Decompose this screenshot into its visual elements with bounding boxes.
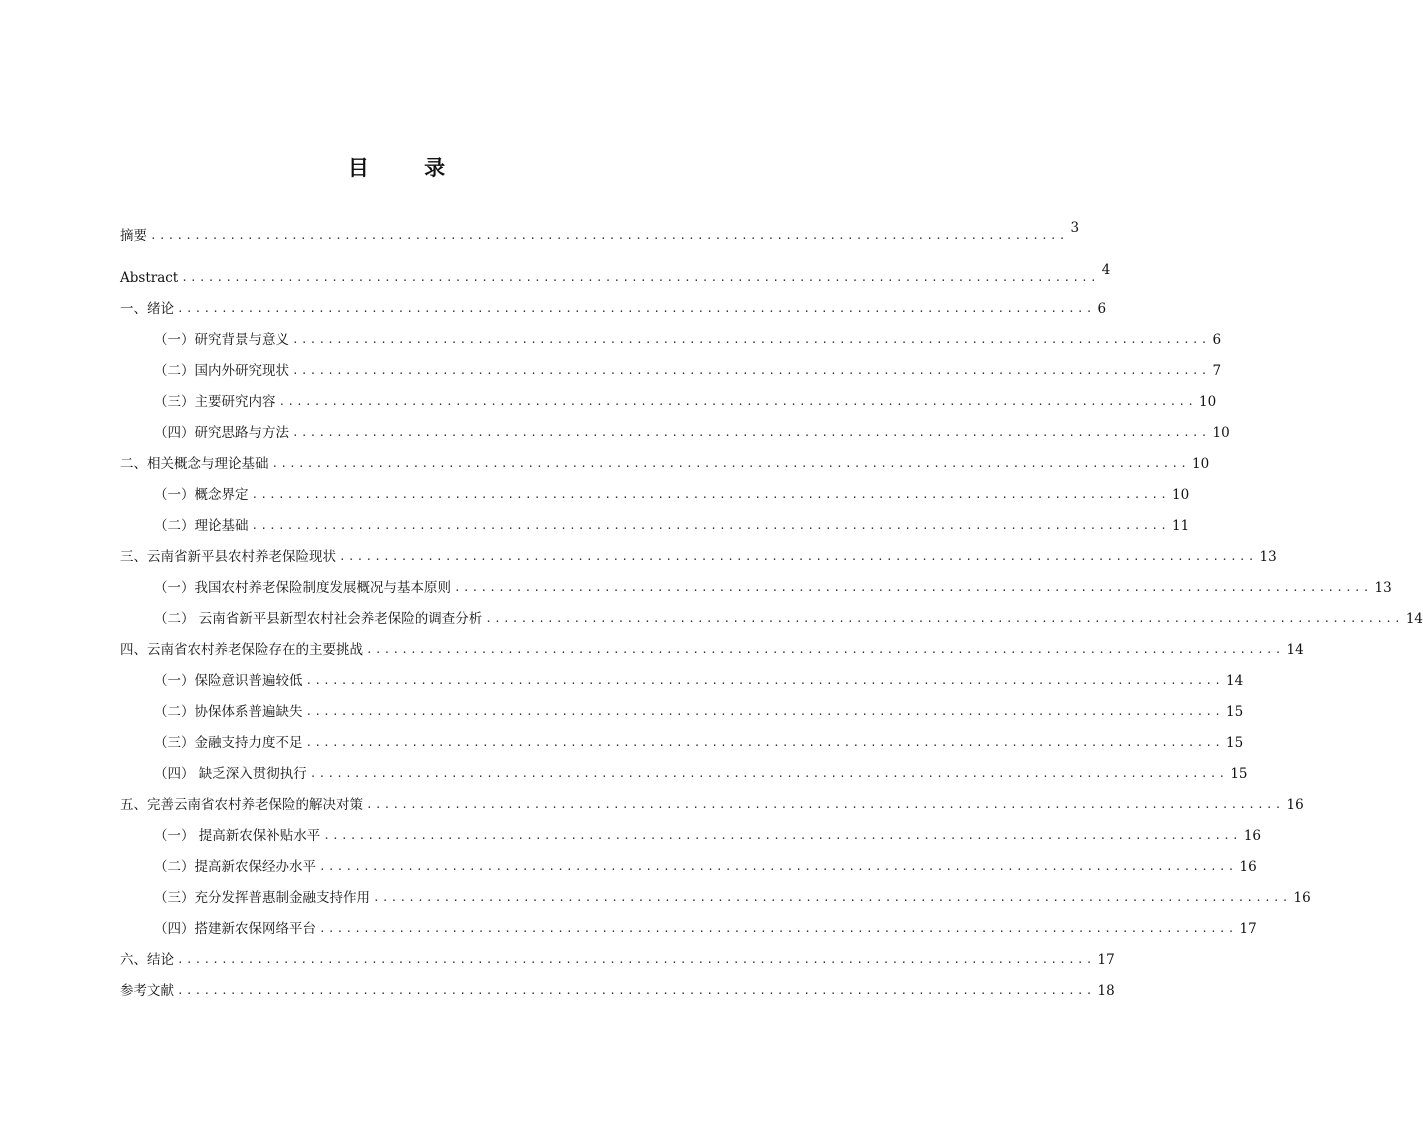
toc-entry-page: 17 [1097,952,1115,968]
toc-entry-label: （二） 云南省新平县新型农村社会养老保险的调查分析 [154,611,483,627]
dot-leader: ........................................................................................................ [305,736,1224,749]
toc-entry[interactable] [154,360,1222,382]
toc-entry-label: （四） 缺乏深入贯彻执行 [154,766,307,782]
toc-entry[interactable] [154,887,1311,909]
dot-leader: ........................................................................................................ [251,519,1170,532]
toc-entry-page: 15 [1230,766,1248,782]
toc-entry[interactable] [154,918,1257,940]
toc-entry-label: （一）我国农村养老保险制度发展概况与基本原则 [154,580,451,596]
toc-entry-label: 摘要 [120,228,147,244]
toc-entry[interactable] [120,639,1304,661]
toc-entry-label: （三）主要研究内容 [154,394,276,410]
toc-entry[interactable] [154,763,1248,785]
toc-entry-label: （四）搭建新农保网络平台 [154,921,316,937]
toc-entry[interactable] [120,220,1080,247]
dot-leader: ........................................................................................................ [319,922,1237,935]
toc-entry-page: 18 [1097,983,1115,999]
page-title: 目 录 [347,156,470,180]
dot-leader: ........................................................................................................ [323,829,1241,842]
dot-leader: ........................................................................................................ [485,612,1403,625]
toc-entry-page: 14 [1226,673,1244,689]
toc-entry[interactable] [120,980,1115,1002]
dot-leader: ........................................................................................................ [271,457,1190,470]
toc-entry-page: 14 [1286,642,1304,658]
toc-entry-label: 参考文献 [120,983,174,999]
dot-leader: ........................................................................................................ [305,674,1224,687]
toc-entry-page: 10 [1172,487,1190,503]
toc-entry-page: 3 [1070,220,1080,236]
toc-entry-page: 6 [1212,332,1222,348]
toc-entry-label: （一）研究背景与意义 [154,332,289,348]
toc-entry[interactable] [120,262,1111,289]
dot-leader: ........................................................................................................ [150,229,1068,242]
toc-entry[interactable] [154,577,1392,599]
toc-entry-page: 10 [1212,425,1230,441]
toc-entry[interactable] [120,298,1107,320]
toc-entry-page: 14 [1405,611,1423,627]
toc-entry-label: （一） 提高新农保补贴水平 [154,828,321,844]
toc-entry-label: 二、相关概念与理论基础 [120,456,269,472]
toc-entry-label: 四、云南省农村养老保险存在的主要挑战 [120,642,363,658]
dot-leader: ........................................................................................................ [278,395,1197,408]
toc-entry[interactable] [154,391,1217,413]
toc-entry-label: （三）金融支持力度不足 [154,735,303,751]
toc-entry[interactable] [154,484,1190,506]
dot-leader: ........................................................................................................ [181,271,1099,284]
dot-leader: ........................................................................................................ [319,860,1237,873]
toc-entry-page: 6 [1097,301,1107,317]
dot-leader: ........................................................................................................ [305,705,1224,718]
dot-leader: ........................................................................................................ [339,550,1257,563]
toc-entry-page: 7 [1212,363,1222,379]
toc-entry-label: （一）保险意识普遍较低 [154,673,303,689]
dot-leader: ........................................................................................................ [251,488,1170,501]
toc-entry-page: 16 [1239,859,1257,875]
toc-entry[interactable] [154,515,1190,537]
toc-entry-label: （二）国内外研究现状 [154,363,289,379]
toc-entry[interactable] [154,856,1257,878]
toc-entry-page: 13 [1374,580,1392,596]
dot-leader: ........................................................................................................ [366,798,1284,811]
dot-leader: ........................................................................................................ [177,953,1095,966]
toc-entry[interactable] [154,732,1244,754]
toc-entry-label: （二）提高新农保经办水平 [154,859,316,875]
toc-entry-label: 五、完善云南省农村养老保险的解决对策 [120,797,363,813]
dot-leader: ........................................................................................................ [309,767,1228,780]
toc-entry-page: 16 [1243,828,1262,844]
toc-entry-label: （四）研究思路与方法 [154,425,289,441]
dot-leader: ........................................................................................................ [366,643,1284,656]
toc-entry-page: 15 [1226,704,1244,720]
toc-entry[interactable] [154,670,1244,692]
toc-entry-page: 13 [1259,549,1277,565]
toc-entry-label: 三、云南省新平县农村养老保险现状 [120,549,336,565]
toc-entry[interactable] [120,453,1210,475]
toc-entry-label: （三）充分发挥普惠制金融支持作用 [154,890,370,906]
toc-entry-label: （二）协保体系普遍缺失 [154,704,303,720]
toc-entry-page: 10 [1192,456,1210,472]
toc-entry[interactable] [154,329,1222,351]
dot-leader: ........................................................................................................ [292,333,1210,346]
toc-entry-page: 11 [1172,518,1190,534]
toc-entry-page: 4 [1101,262,1111,278]
toc-entry-label: Abstract [120,270,179,286]
toc-entry-page: 17 [1239,921,1257,937]
dot-leader: ........................................................................................................ [292,364,1210,377]
dot-leader: ........................................................................................................ [373,891,1291,904]
toc-entry-page: 16 [1293,890,1311,906]
toc-entry[interactable] [154,422,1230,444]
toc-entry-label: （一）概念界定 [154,487,249,503]
toc-entry[interactable] [120,949,1115,971]
toc-entry-page: 15 [1226,735,1244,751]
toc-entry-label: （二）理论基础 [154,518,249,534]
toc-entry-page: 16 [1286,797,1304,813]
toc-entry-label: 一、绪论 [120,301,174,317]
toc-entry-label: 六、结论 [120,952,174,968]
dot-leader: ........................................................................................................ [292,426,1210,439]
toc-entry[interactable] [154,825,1262,847]
dot-leader: ........................................................................................................ [177,302,1095,315]
dot-leader: ........................................................................................................ [177,984,1095,997]
toc-entry[interactable] [154,608,1423,630]
toc-entry-page: 10 [1199,394,1217,410]
dot-leader: ........................................................................................................ [454,581,1372,594]
toc-entry[interactable] [120,794,1304,816]
toc-entry[interactable] [154,701,1244,723]
toc-entry[interactable] [120,546,1277,568]
